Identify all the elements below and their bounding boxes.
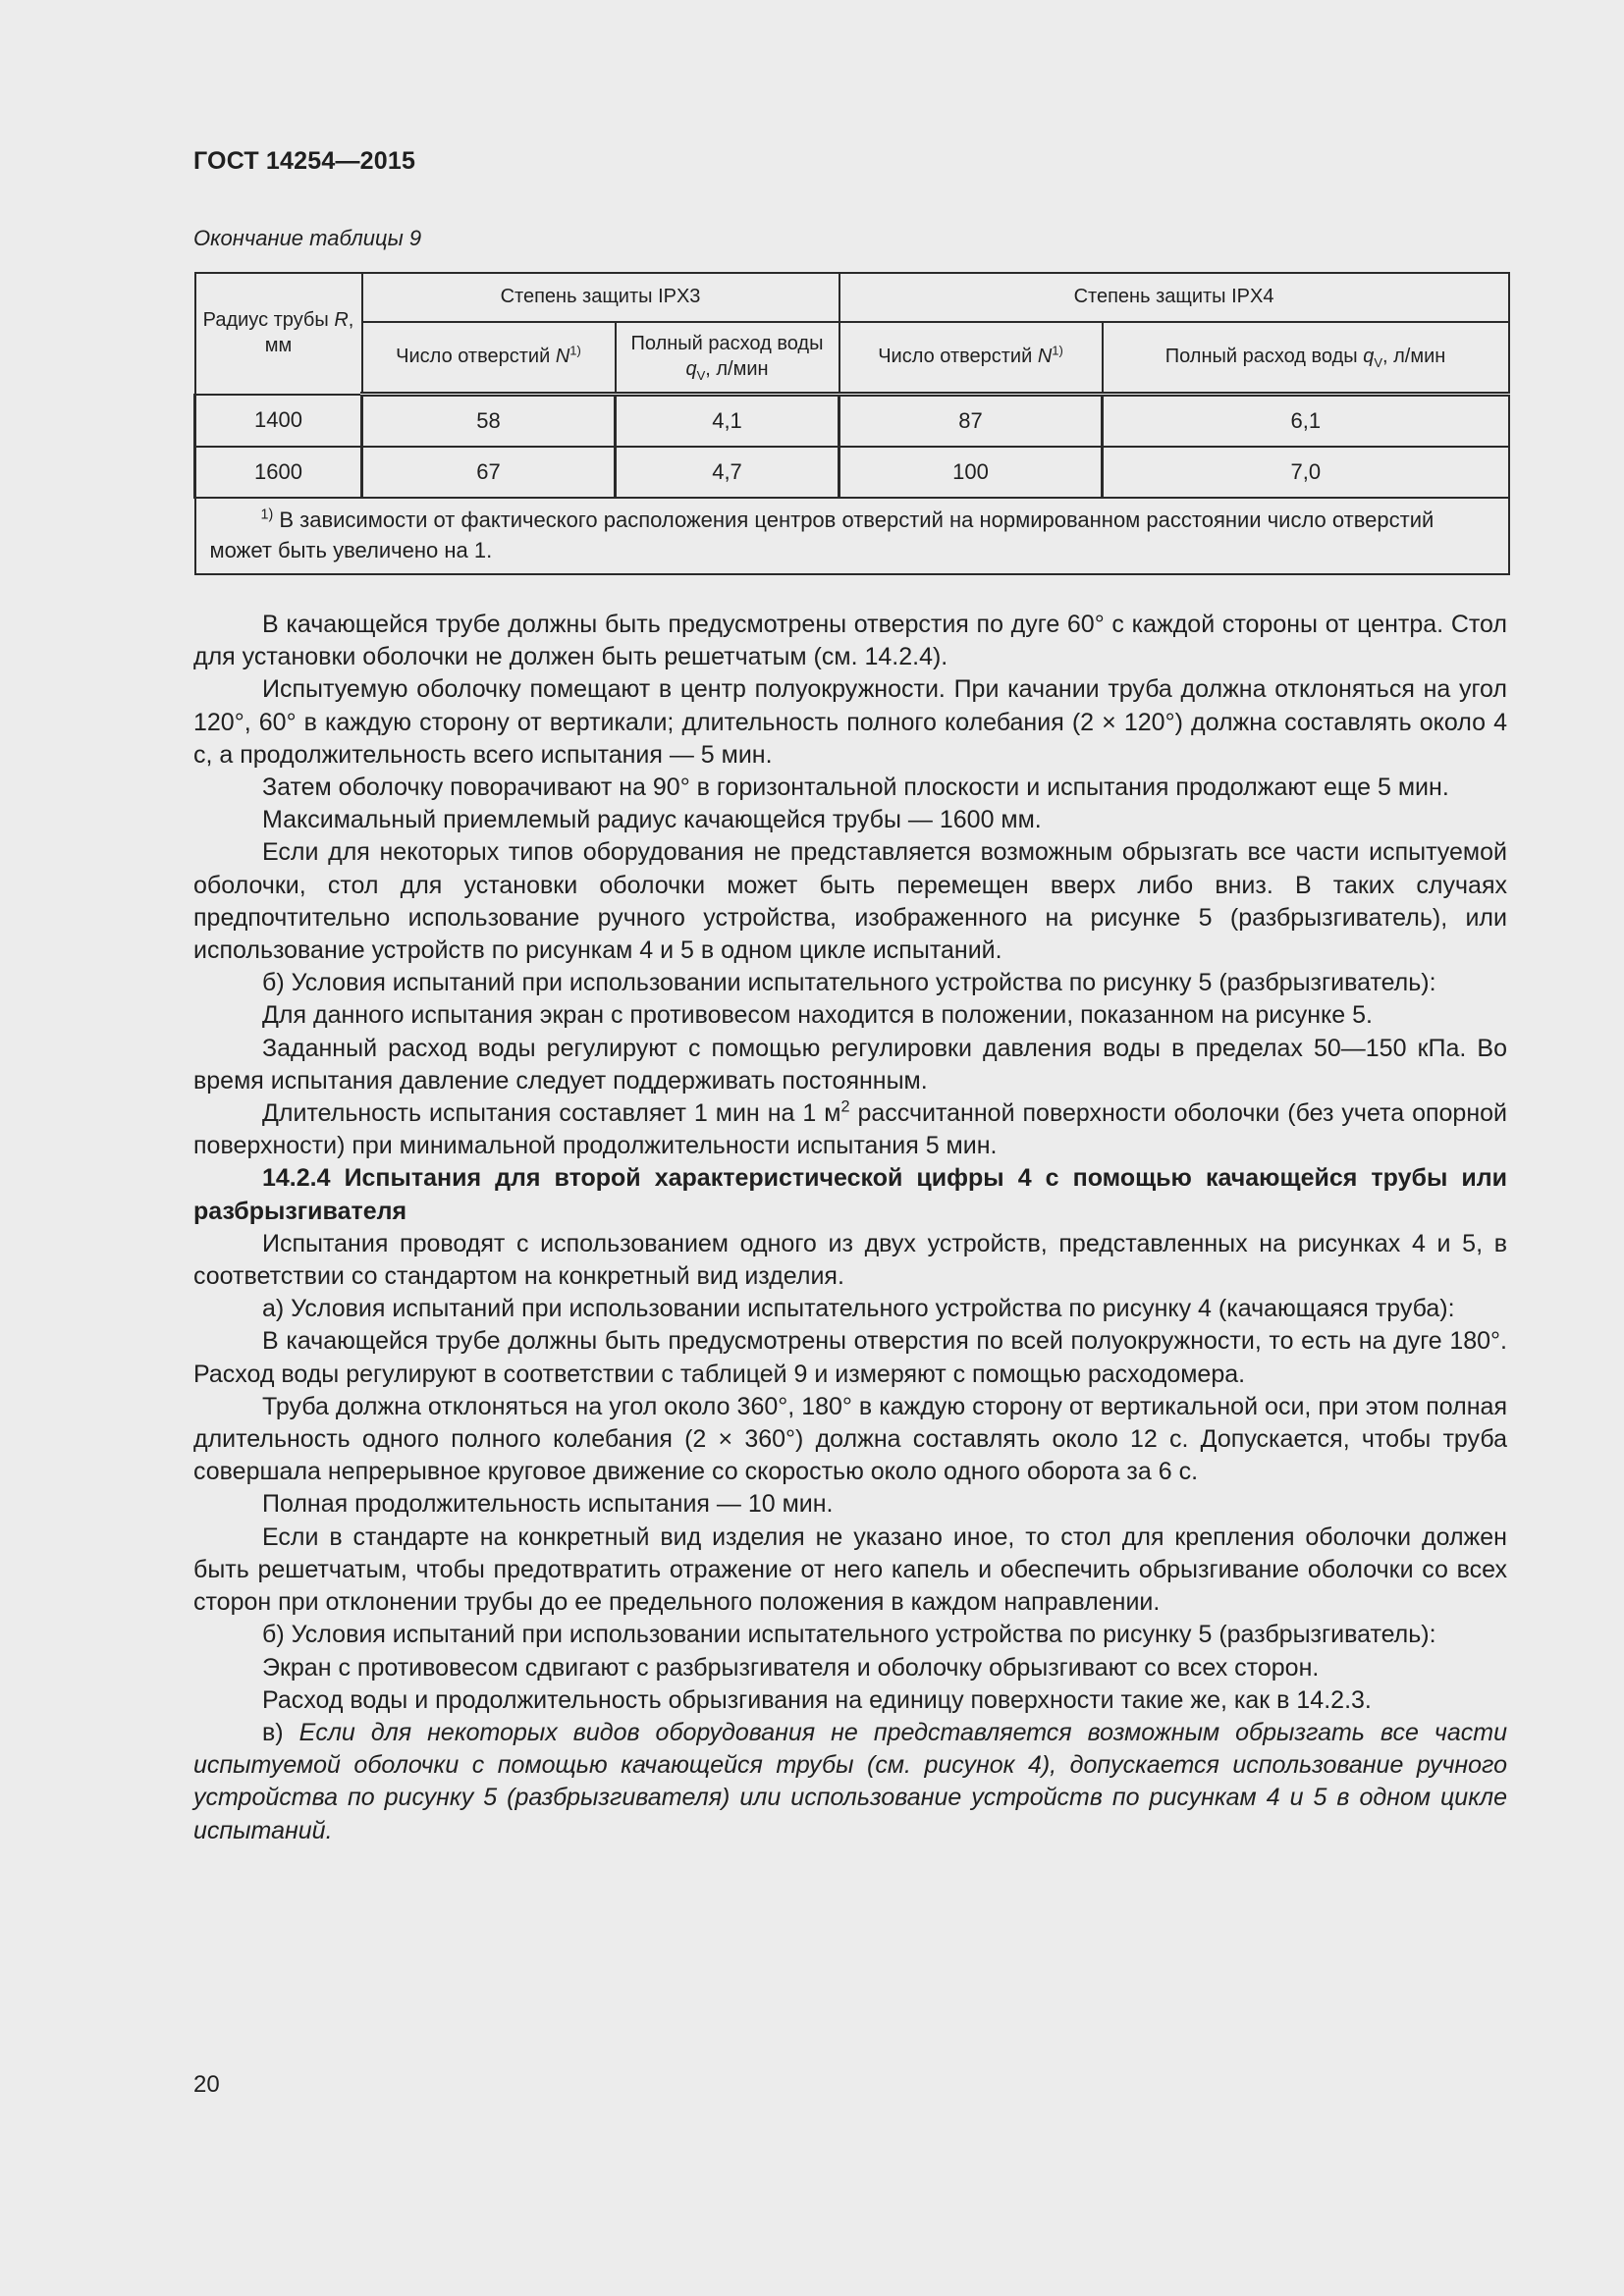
paragraph: Затем оболочку поворачивают на 90° в горизонтальной плоскости и испытания продолжают еще 5 мин. bbox=[262, 774, 1449, 802]
paragraph: Испытуемую оболочку помещают в центр полуокружности. При качании труба должна отклоняться на угол 120°, 60° в каждую сторону от вертикали; длительность полного колебания (2 × 120°) должна составлять около 4 с, а продолжительность всего испытания — 5 мин. bbox=[193, 675, 1507, 769]
table-cell: 7,0 bbox=[1103, 447, 1509, 498]
paragraph: В качающейся трубе должны быть предусмотрены отверстия по всей полуокружности, то есть на дуге 180°. Расход воды регулируют в соответствии с таблицей 9 и измеряют с помощью расходомера. bbox=[193, 1327, 1507, 1388]
table-cell: 4,7 bbox=[616, 447, 839, 498]
paragraph: Испытания проводят с использованием одного из двух устройств, представленных на рисунках 4 и 5, в соответствии со стандартом на конкретный вид изделия. bbox=[193, 1229, 1507, 1291]
table-header-row-1 bbox=[195, 273, 1509, 322]
header-flow-ipx3: Полный расход воды $q_V$, л/мин bbox=[616, 322, 839, 395]
table-header-row-2 bbox=[195, 322, 1509, 395]
body-text bbox=[193, 609, 1507, 1847]
table-footnote: $^{1)}$ В зависимости от фактического расположения центров отверстий на нормированном расстоянии число отверстий может быть увеличено на 1. bbox=[195, 498, 1509, 574]
table-cell: 1600 bbox=[195, 447, 362, 498]
paragraph: б) Условия испытаний при использовании испытательного устройства по рисунку 5 (разбрызгиватель): bbox=[262, 1621, 1436, 1649]
paragraph: Труба должна отклоняться на угол около 360°, 180° в каждую сторону от вертикальной оси, при этом полная длительность одного полного колебания (2 × 360°) должна составлять около 12 с. Допускается, чтобы труба совершала непрерывное круговое движение со скоростью около одного оборота за 6 с. bbox=[193, 1392, 1507, 1486]
table-row bbox=[195, 395, 1509, 448]
header-ipx3: Степень защиты IPX3 bbox=[362, 273, 839, 322]
document-code-header: ГОСТ 14254—2015 bbox=[193, 147, 416, 175]
header-radius: Радиус трубы R, мм bbox=[195, 273, 362, 395]
table-cell: 4,1 bbox=[616, 395, 839, 448]
paragraph: Расход воды и продолжительность обрызгивания на единицу поверхности такие же, как в 14.2.3. bbox=[262, 1685, 1372, 1714]
header-holes-ipx4: Число отверстий $N^{1)}$ bbox=[839, 322, 1103, 395]
paragraph: Длительность испытания составляет 1 мин на 1 $м^2$ рассчитанной поверхности оболочки (без учета опорной поверхности) при минимальной продолжительности испытания 5 мин. bbox=[193, 1097, 1507, 1160]
paragraph: а) Условия испытаний при использовании испытательного устройства по рисунку 4 (качающаяся труба): bbox=[262, 1295, 1455, 1323]
table-caption: Окончание таблицы 9 bbox=[193, 226, 422, 250]
paragraph: Полная продолжительность испытания — 10 мин. bbox=[262, 1490, 834, 1519]
paragraph: Для данного испытания экран с противовесом находится в положении, показанном на рисунке 5. bbox=[262, 1001, 1373, 1030]
header-ipx4: Степень защиты IPX4 bbox=[839, 273, 1509, 322]
table-9 bbox=[193, 272, 1510, 575]
table-row bbox=[195, 447, 1509, 498]
paragraph: Максимальный приемлемый радиус качающейся трубы — 1600 мм. bbox=[262, 806, 1042, 834]
paragraph: б) Условия испытаний при использовании испытательного устройства по рисунку 5 (разбрызгиватель): bbox=[262, 969, 1436, 997]
header-holes-ipx3: Число отверстий $N^{1)}$ bbox=[362, 322, 616, 395]
table-footnote-row bbox=[195, 498, 1509, 574]
table-cell: 87 bbox=[839, 395, 1103, 448]
paragraph: в) Если для некоторых видов оборудования не представляется возможным обрызгать все части испытуемой оболочки с помощью качающейся трубы (см. рисунок 4), допускается использование ручного устройства по рисунку 5 (разбрызгивателя) или использование устройств по рисункам 4 и 5 в одном цикле испытаний. bbox=[193, 1718, 1507, 1844]
paragraph: Если в стандарте на конкретный вид изделия не указано иное, то стол для крепления оболочки должен быть решетчатым, чтобы предотвратить отражение от него капель и обеспечить обрызгивание оболочки со всех сторон при отклонении трубы до ее предельного положения в каждом направлении. bbox=[193, 1522, 1507, 1617]
header-flow-ipx4: Полный расход воды $q_V$, л/мин bbox=[1103, 322, 1509, 395]
table-cell: 100 bbox=[839, 447, 1103, 498]
paragraph: В качающейся трубе должны быть предусмотрены отверстия по дуге 60° с каждой стороны от центра. Стол для установки оболочки не должен быть решетчатым (см. 14.2.4). bbox=[193, 611, 1507, 671]
table-cell: 6,1 bbox=[1103, 395, 1509, 448]
paragraph: Экран с противовесом сдвигают с разбрызгивателя и оболочку обрызгивают со всех сторон. bbox=[262, 1653, 1320, 1682]
table-cell: 1400 bbox=[195, 395, 362, 448]
section-heading-14-2-4: 14.2.4 Испытания для второй характеристической цифры 4 с помощью качающейся трубы или разбрызгивателя bbox=[193, 1164, 1507, 1225]
table-cell: 67 bbox=[362, 447, 616, 498]
table-cell: 58 bbox=[362, 395, 616, 448]
paragraph: Если для некоторых типов оборудования не представляется возможным обрызгать все части испытуемой оболочки, стол для установки оболочки может быть перемещен вверх либо вниз. В таких случаях предпочтительно использование ручного устройства, изображенного на рисунке 5 (разбрызгиватель), или использование устройств по рисункам 4 и 5 в одном цикле испытаний. bbox=[193, 838, 1507, 965]
page-number: 20 bbox=[193, 2071, 220, 2098]
paragraph: Заданный расход воды регулируют с помощью регулировки давления воды в пределах 50—150 кПа. Во время испытания давление следует поддерживать постоянным. bbox=[193, 1034, 1507, 1095]
